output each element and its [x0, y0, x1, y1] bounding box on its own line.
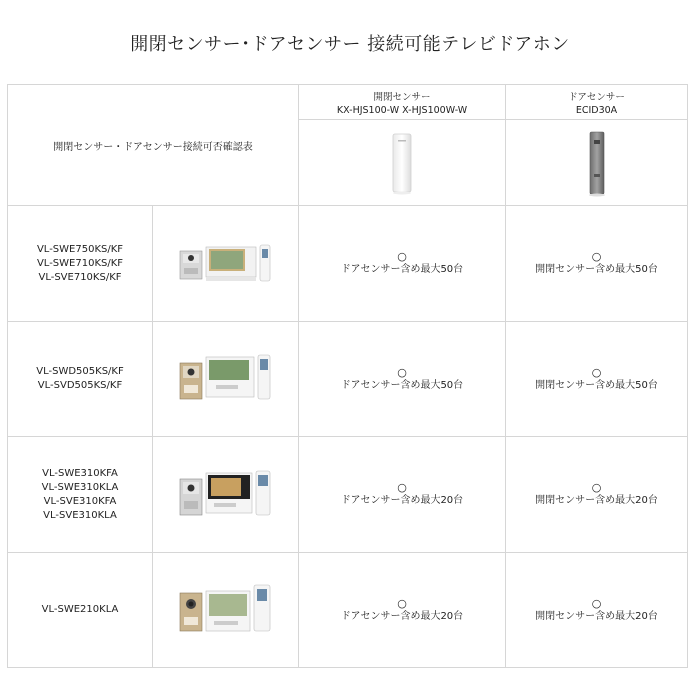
page-title: 開閉センサー･ドアセンサー 接続可能テレビドアホン	[130, 34, 570, 55]
sensor-model-label: ECID30A	[575, 105, 618, 116]
open-close-sensor-image	[387, 132, 417, 196]
table-row	[8, 437, 688, 553]
model-name: VL-SWE310KFA	[42, 467, 118, 479]
sensor-name-label: ドアセンサー	[568, 92, 625, 103]
open-close-sensor-value	[299, 322, 506, 437]
header-open-close-sensor	[299, 85, 506, 206]
compatible-mark: ○	[397, 481, 407, 494]
product-image-cell	[153, 322, 299, 437]
doorphone-set-image	[178, 241, 274, 287]
model-list	[8, 322, 153, 437]
sensor-model-label: KX-HJS100-W X-HJS100W-W	[336, 105, 468, 116]
compat-detail: 開閉センサー含め最大50台	[535, 264, 658, 275]
model-name: VL-SWD505KS/KF	[36, 366, 124, 377]
header-row	[8, 85, 688, 206]
sensor-name-label: 開閉センサー	[373, 92, 431, 103]
compat-detail: ドアセンサー含め最大50台	[340, 379, 464, 391]
table-row	[8, 206, 688, 322]
compat-detail: ドアセンサー含め最大20台	[340, 495, 464, 506]
product-image-cell	[153, 553, 299, 668]
door-sensor-value	[506, 437, 688, 553]
open-close-sensor-value	[299, 437, 506, 553]
door-sensor-value	[506, 206, 688, 322]
open-close-sensor-value	[299, 553, 506, 668]
doorphone-set-image	[178, 583, 274, 637]
product-image-cell	[153, 437, 299, 553]
header-door-sensor	[506, 85, 688, 206]
door-sensor-image	[582, 130, 612, 198]
model-name: VL-SVE710KS/KF	[38, 271, 122, 283]
model-name: VL-SWE710KS/KF	[36, 257, 124, 269]
model-list	[8, 437, 153, 553]
compatible-mark: ○	[591, 365, 602, 379]
doorphone-set-image	[178, 469, 274, 521]
compat-detail: ドアセンサー含め最大20台	[340, 610, 464, 622]
model-list	[8, 553, 153, 668]
compatible-mark: ○	[591, 596, 602, 610]
model-name: VL-SWE210KLA	[41, 604, 119, 615]
model-name: VL-SVE310KLA	[43, 509, 117, 521]
door-sensor-value	[506, 553, 688, 668]
compatibility-table	[7, 84, 688, 668]
door-sensor-value	[506, 322, 688, 437]
model-name: VL-SWE750KS/KF	[36, 243, 124, 255]
open-close-sensor-value	[299, 206, 506, 322]
compatible-mark: ○	[591, 250, 602, 263]
model-list	[8, 206, 153, 322]
model-name: VL-SVE310KFA	[43, 495, 117, 507]
model-name: VL-SVD505KS/KF	[37, 380, 123, 391]
compatible-mark: ○	[397, 250, 407, 263]
doorphone-set-image	[178, 353, 274, 405]
table-row	[8, 322, 688, 437]
product-image-cell	[153, 206, 299, 322]
table-row	[8, 553, 688, 668]
compatible-mark: ○	[397, 596, 407, 610]
compat-detail: ドアセンサー含め最大50台	[340, 264, 464, 275]
compat-detail: 開閉センサー含め最大50台	[535, 379, 658, 391]
table-corner-label: 開閉センサー・ドアセンサー接続可否確認表	[8, 85, 299, 206]
compatible-mark: ○	[591, 481, 602, 494]
compat-detail: 開閉センサー含め最大20台	[535, 610, 658, 622]
compatible-mark: ○	[397, 365, 407, 379]
model-name: VL-SWE310KLA	[41, 481, 119, 493]
compat-detail: 開閉センサー含め最大20台	[535, 495, 658, 506]
